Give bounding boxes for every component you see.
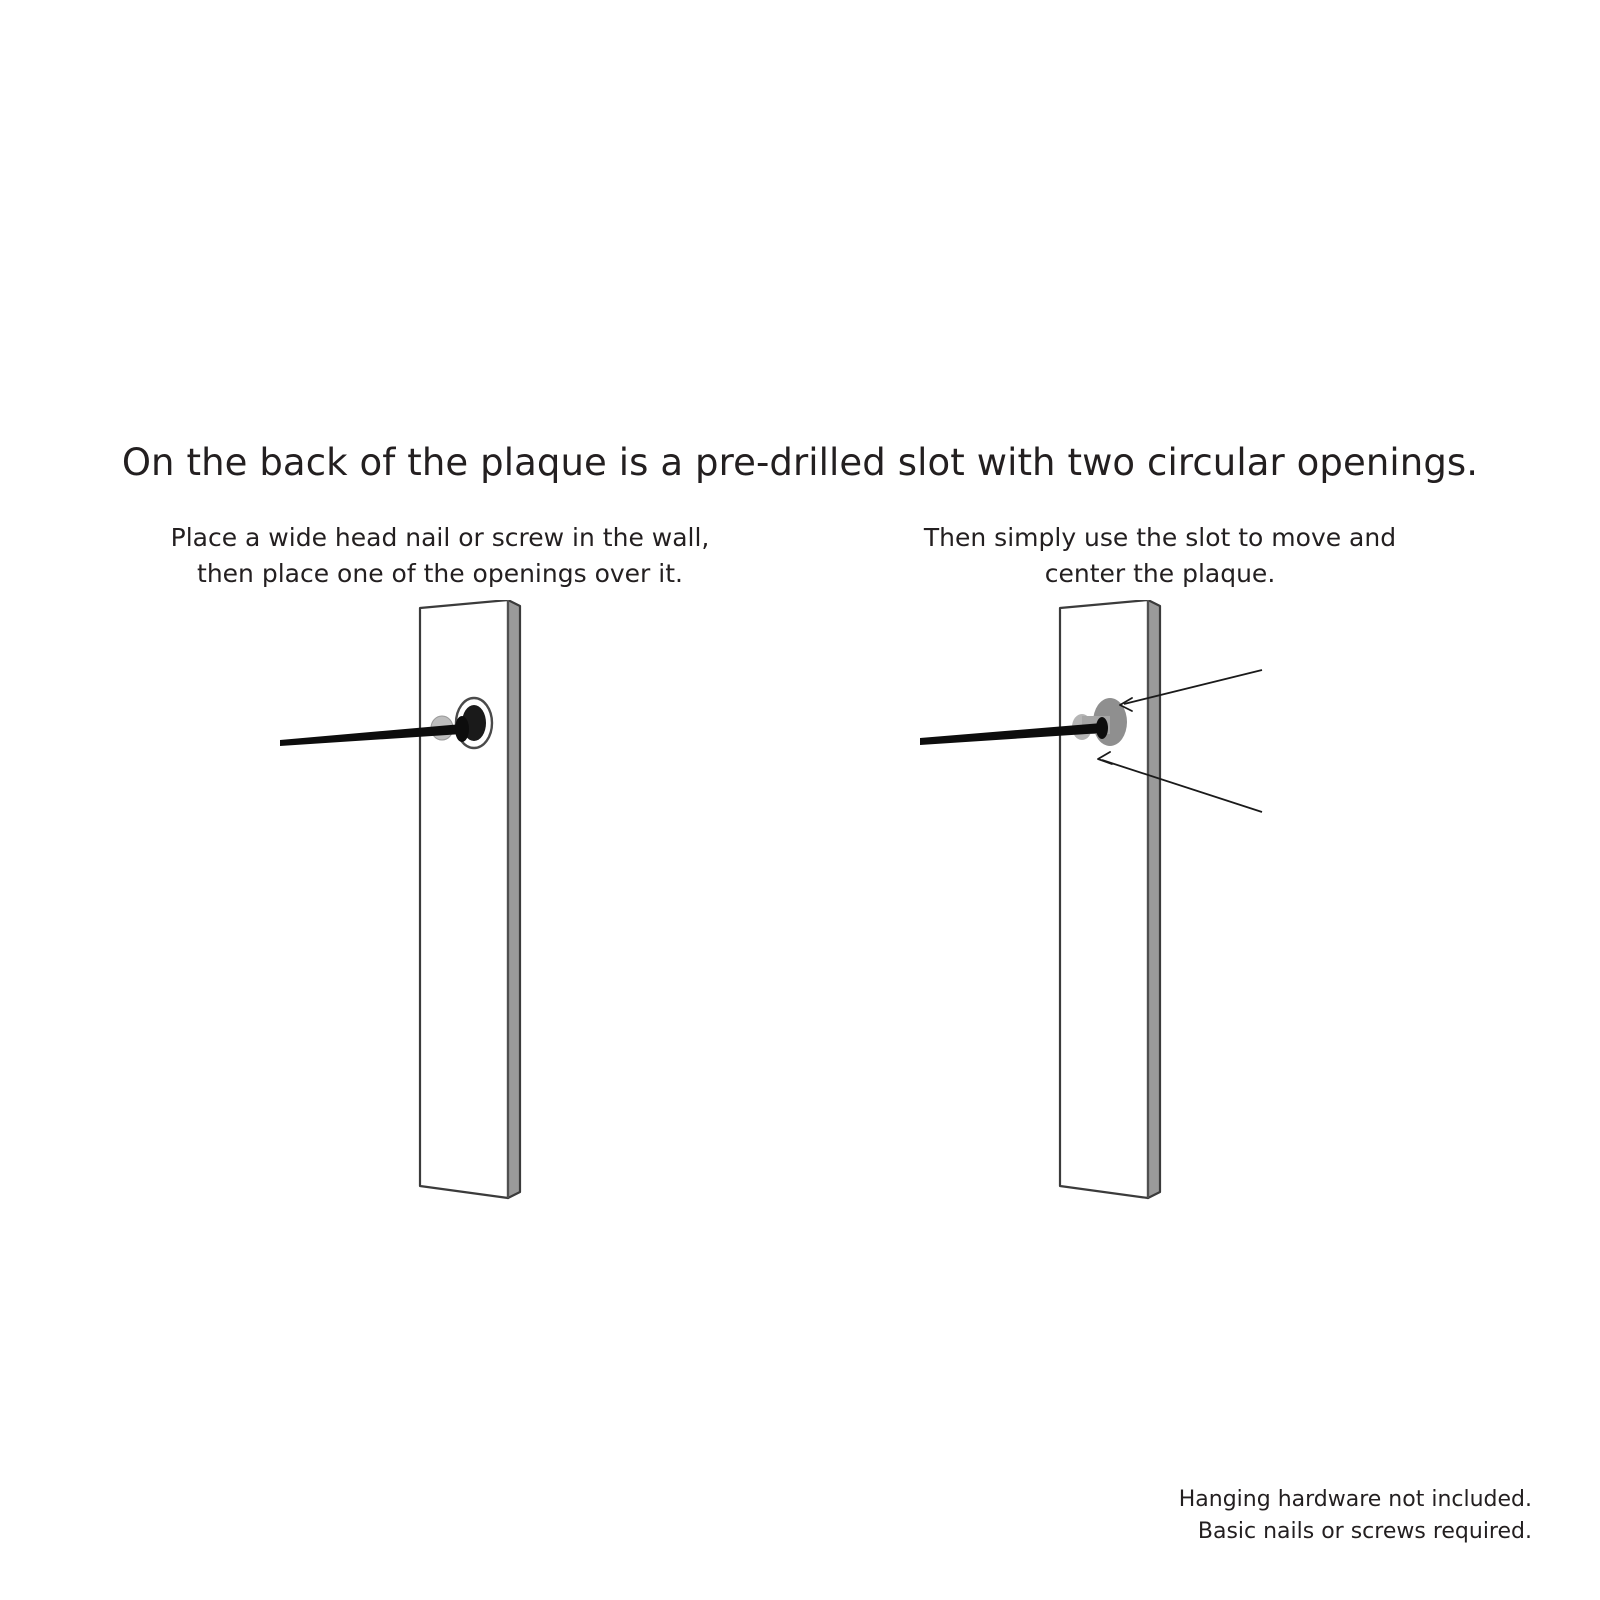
caption-line-1: Then simply use the slot to move and [923,523,1397,552]
panel-caption-left [90,520,790,593]
caption-line-1: Place a wide head nail or screw in the wall, [170,523,710,552]
footnote-line-2: Basic nails or screws required. [1197,1519,1532,1545]
plaque-body [1060,600,1160,1198]
plaque-body [420,600,520,1198]
footnote [1179,1484,1532,1548]
illustration-plaque-with-slot-arrows [810,600,1510,1240]
illustration-plaque-with-nail [90,600,790,1240]
panel-slide-plaque [810,520,1510,1240]
panel-place-nail [90,520,790,1240]
page-title: On the back of the plaque is a pre-drilled slot with two circular openings. [121,440,1479,484]
caption-line-2: center the plaque. [1044,559,1276,589]
footnote-line-1: Hanging hardware not included. [1178,1487,1532,1513]
caption-line-2: then place one of the openings over it. [197,559,683,589]
panel-caption-right [810,520,1510,593]
